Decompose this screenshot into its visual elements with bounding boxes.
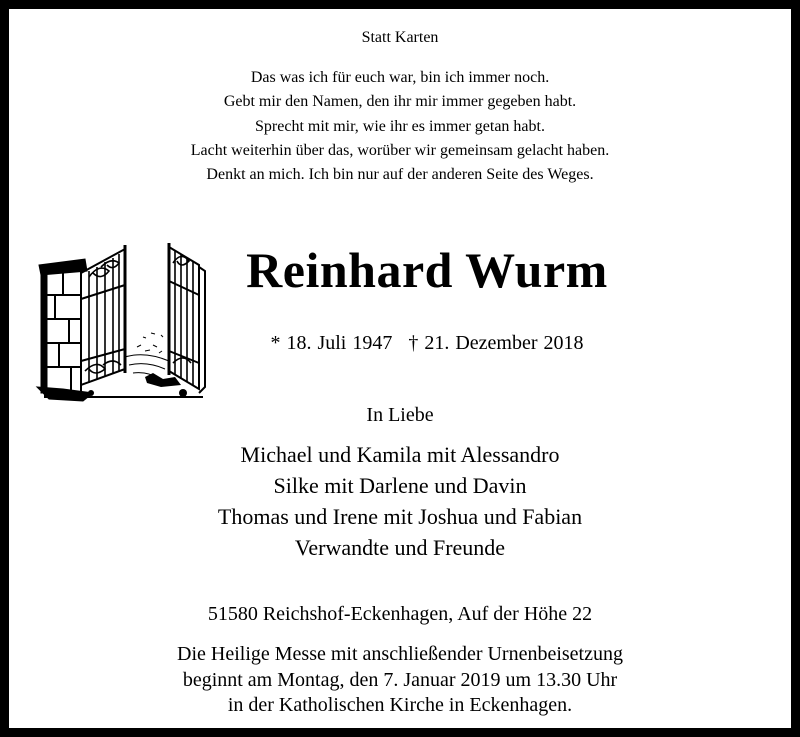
death-date: † 21. Dezember 2018 [408,332,584,354]
service-line: Die Heilige Messe mit anschließender Urnenbeisetzung [177,643,623,665]
closing-text: In Liebe [366,404,434,426]
family-line: Silke mit Darlene und Davin [273,473,527,498]
life-dates [227,332,627,355]
poem-line: Denkt an mich. Ich bin nur auf der anderen Seite des Weges. [206,166,594,184]
family-line: Michael und Kamila mit Alessandro [240,442,560,467]
poem-line: Das was ich für euch war, bin ich immer noch. [250,69,550,86]
family-list [9,439,791,563]
family-line: Verwandte und Freunde [294,535,506,560]
poem-line: Gebt mir den Namen, den ihr mir immer gegeben habt. [223,93,577,111]
service-line: in der Katholischen Kirche in Eckenhagen. [227,694,573,716]
open-gate-icon [33,237,209,405]
header-text: Statt Karten [361,29,439,46]
poem [9,66,791,187]
service-info [9,642,791,719]
poem-line: Sprecht mit mir, wie ihr es immer getan habt. [255,117,545,135]
address-text: 51580 Reichshof-Eckenhagen, Auf der Höhe 22 [207,603,593,625]
birth-date: * 18. Juli 1947 [270,332,393,354]
deceased-name: Reinhard Wurm [246,242,608,298]
poem-line: Lacht weiterhin über das, worüber wir gemeinsam gelacht haben. [190,141,610,159]
service-line: beginnt am Montag, den 7. Januar 2019 um 13.30 Uhr [182,668,618,691]
family-line: Thomas und Irene mit Joshua und Fabian [217,504,583,529]
